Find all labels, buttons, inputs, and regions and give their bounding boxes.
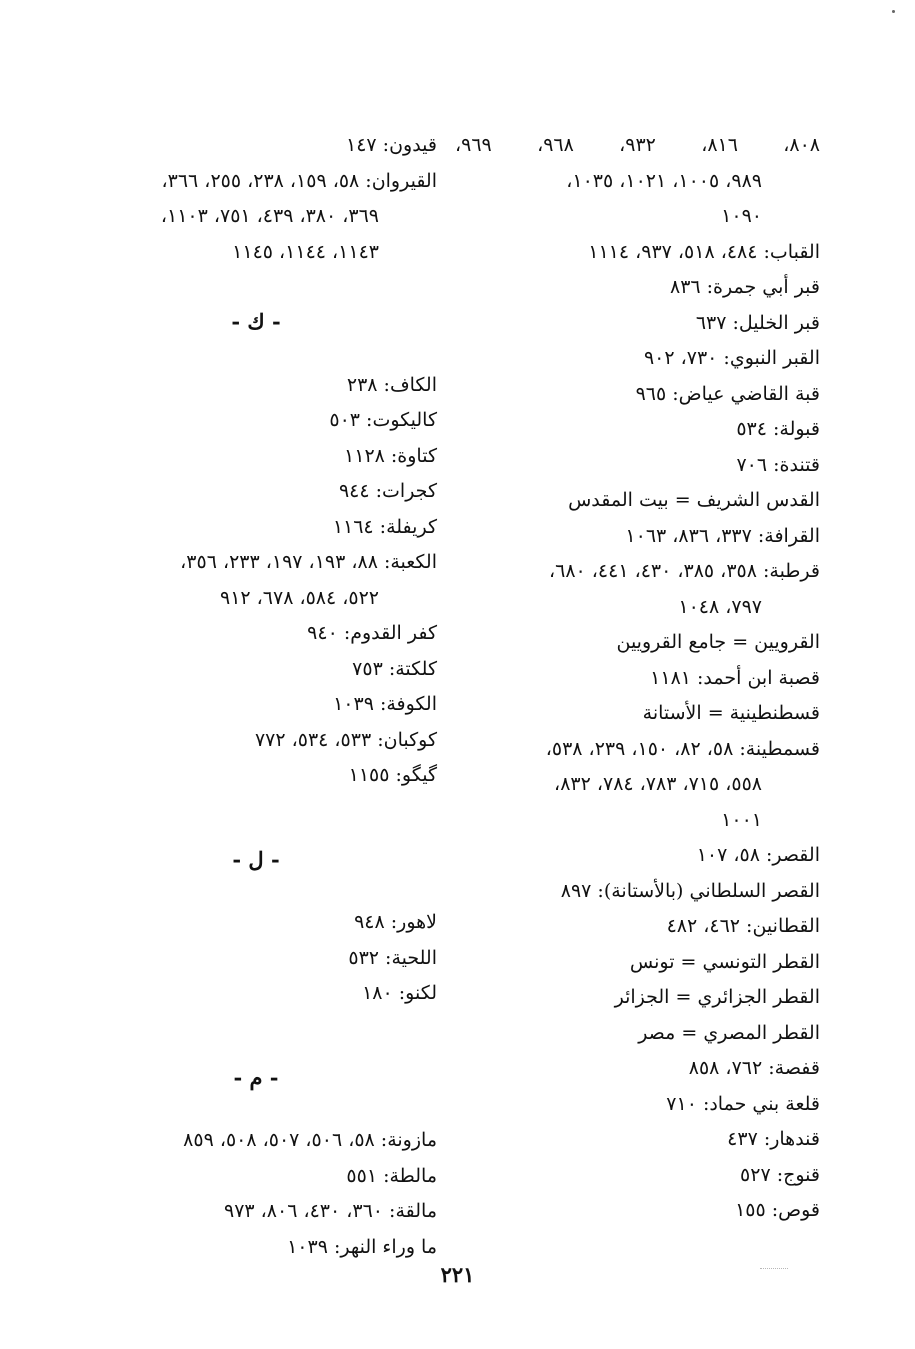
page-number: ٢٢١ [440, 1262, 475, 1287]
index-entry: گيگو: ١١٥٥ [348, 764, 437, 786]
index-entry: قبر أبي جمرة: ٨٣٦ [669, 276, 820, 298]
index-entry: قلعة بني حماد: ٧١٠ [666, 1092, 820, 1115]
section-heading-kaf: - ك - [231, 309, 281, 334]
index-entry: قوص: ١٥٥ [735, 1199, 820, 1221]
index-entry: القطانين: ٤٦٢، ٤٨٢ [666, 915, 820, 937]
index-entry: كاليكوت: ٥٠٣ [329, 409, 437, 431]
index-entry: كفر القدوم: ٩٤٠ [307, 622, 437, 644]
index-entry-continuation: ٥٥٨، ٧١٥، ٧٨٣، ٧٨٤، ٨٣٢، [554, 773, 762, 795]
index-entry: القبر النبوي: ٧٣٠، ٩٠٢ [643, 347, 820, 369]
index-entry: كتاوة: ١١٢٨ [344, 444, 437, 467]
index-entry: كلكتة: ٧٥٣ [352, 657, 437, 680]
index-entry: كجرات: ٩٤٤ [338, 480, 437, 502]
kaf-entries-list [75, 368, 437, 794]
index-entry: ما وراء النهر: ١٠٣٩ [287, 1235, 437, 1258]
index-entry: لاهور: ٩٤٨ [354, 911, 437, 933]
index-entry-continuation: ٩٨٩، ١٠٠٥، ١٠٢١، ١٠٣٥، [566, 169, 762, 192]
index-entry: القطر الجزائري = الجزائر [614, 986, 820, 1008]
index-entry: القصر: ٥٨، ١٠٧ [696, 844, 820, 866]
left-column [75, 128, 437, 1265]
index-entry-continuation: ١٠٠١ [721, 808, 762, 831]
index-entry: القرويين = جامع القرويين [616, 631, 820, 653]
index-entry: قندهار: ٤٣٧ [727, 1128, 820, 1150]
index-entry: القيروان: ٥٨، ١٥٩، ٢٣٨، ٢٥٥، ٣٦٦، [161, 169, 437, 192]
scan-speck [892, 10, 895, 13]
index-entry: الكعبة: ٨٨، ١٩٣، ١٩٧، ٢٣٣، ٣٥٦، [180, 551, 437, 573]
index-entry: قيدون: ١٤٧ [346, 134, 437, 156]
index-entry: القرافة: ٣٣٧، ٨٣٦، ١٠٦٣ [625, 524, 820, 547]
index-entry: القباب: ٤٨٤، ٥١٨، ٩٣٧، ١١١٤ [588, 240, 820, 263]
index-entry: القدس الشريف = بيت المقدس [568, 489, 820, 511]
index-entry: الكاف: ٢٣٨ [346, 373, 437, 396]
index-entry: قبر الخليل: ٦٣٧ [695, 311, 820, 334]
index-entry-continuation: ١٠٩٠ [721, 205, 762, 227]
index-entry: الكوفة: ١٠٣٩ [333, 693, 437, 715]
index-entry-continuation: ٨٠٨، ٨١٦، ٩٣٢، ٩٦٨، ٩٦٩، [455, 134, 821, 156]
index-entry-continuation: ٧٩٧، ١٠٤٨ [678, 595, 762, 618]
index-entry: قنوج: ٥٢٧ [740, 1163, 820, 1186]
index-entry: قصبة ابن أحمد: ١١٨١ [650, 666, 820, 689]
qaf-continued-list [75, 128, 437, 270]
mim-entries-list [75, 1123, 437, 1265]
index-entry: مالطة: ٥٥١ [346, 1164, 437, 1187]
index-entry: قسطنطينية = الأستانة [642, 702, 820, 724]
section-heading-mim: - م - [233, 1064, 279, 1090]
index-entry: مالقة: ٣٦٠، ٤٣٠، ٨٠٦، ٩٧٣ [223, 1200, 437, 1222]
right-column [455, 128, 820, 1229]
index-entry: القصر السلطاني (بالأستانة): ٨٩٧ [560, 879, 820, 902]
index-entry: قتندة: ٧٠٦ [736, 453, 820, 476]
index-entry: القطر التونسي = تونس [629, 950, 820, 973]
index-entry-continuation: ٣٦٩، ٣٨٠، ٤٣٩، ٧٥١، ١١٠٣، [160, 205, 379, 227]
lam-entries-list [75, 905, 437, 1012]
index-entry: قسمطينة: ٥٨، ٨٢، ١٥٠، ٢٣٩، ٥٣٨، [545, 737, 820, 760]
index-entry: لكنو: ١٨٠ [362, 982, 437, 1004]
section-heading-lam: - ل - [232, 846, 280, 872]
index-entry: اللحية: ٥٣٢ [348, 946, 437, 969]
index-entry: قرطبة: ٣٥٨، ٣٨٥، ٤٣٠، ٤٤١، ٦٨٠، [548, 560, 820, 582]
index-entry: القطر المصري = مصر [638, 1021, 820, 1044]
index-entry: قفصة: ٧٦٢، ٨٥٨ [688, 1057, 820, 1079]
index-entry: مازونة: ٥٨، ٥٠٦، ٥٠٧، ٥٠٨، ٨٥٩ [183, 1129, 437, 1151]
index-entry: قبولة: ٥٣٤ [736, 418, 820, 440]
index-entry: كوكبان: ٥٣٣، ٥٣٤، ٧٧٢ [254, 728, 437, 751]
index-entry: كريفلة: ١١٦٤ [332, 515, 437, 538]
index-entry: قبة القاضي عياض: ٩٦٥ [635, 382, 820, 405]
index-entry-continuation: ١١٤٣، ١١٤٤، ١١٤٥ [232, 240, 379, 263]
index-entry-continuation: ٥٢٢، ٥٨٤، ٦٧٨، ٩١٢ [219, 586, 379, 609]
